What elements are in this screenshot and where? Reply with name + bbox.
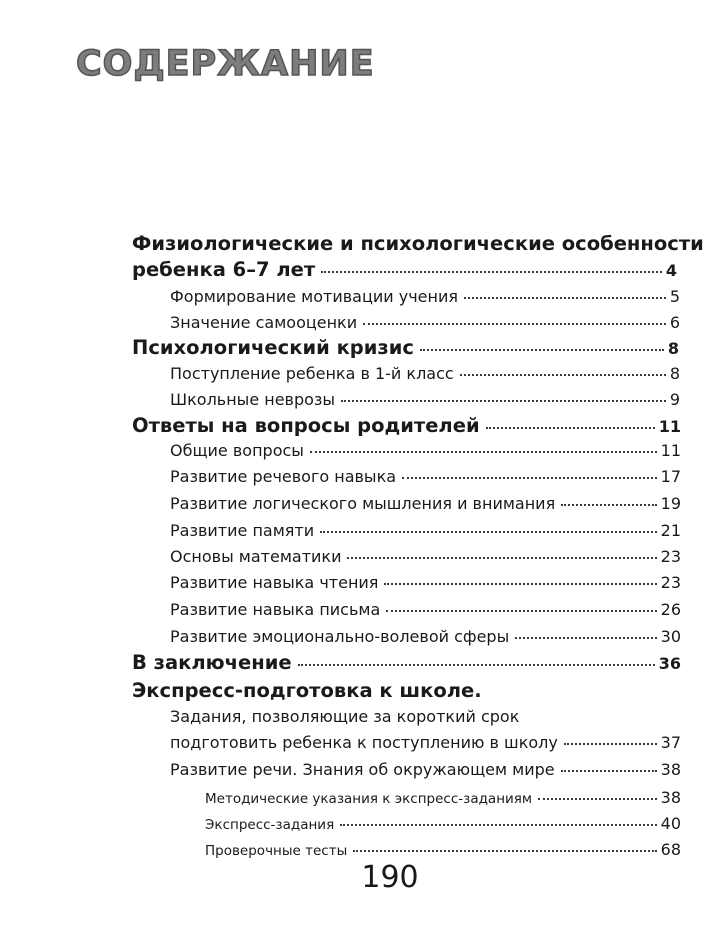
toc-entry[interactable] [170,364,680,383]
toc-entry-title: Общие вопросы [170,441,304,460]
toc-entry[interactable] [132,232,704,255]
toc-entry-page: 11 [660,441,681,460]
dot-leader [486,426,655,429]
dot-leader [321,270,662,273]
toc-entry-page: 38 [660,788,681,807]
toc-entry-page: 8 [669,364,680,383]
toc-entry-page: 40 [660,814,681,833]
dot-leader [386,609,656,612]
toc-entry[interactable] [170,494,681,513]
toc-entry-page: 6 [669,313,680,332]
toc-entry[interactable] [170,573,681,592]
toc-entry-title: Экспресс-подготовка к школе. [132,679,482,702]
toc-entry-title: Развитие логического мышления и внимания [170,494,556,513]
toc-entry[interactable] [205,814,681,833]
toc-entry-title: Формирование мотивации учения [170,287,458,306]
toc-entry[interactable] [170,600,681,619]
toc-entry-page: 21 [660,521,681,540]
toc-entry-title: В заключение [132,651,292,674]
toc-entry-title: Психологический кризис [132,336,414,359]
dot-leader [363,322,666,325]
toc-entry-title: Методические указания к экспресс-заданиям [205,791,533,807]
dot-leader [402,476,657,479]
toc-entry[interactable] [132,414,681,437]
toc-entry[interactable] [170,547,681,566]
toc-entry[interactable] [170,467,681,486]
toc-entry-title: Школьные неврозы [170,390,336,409]
toc-entry-title: Развитие эмоционально-волевой сферы [170,627,510,646]
toc-entry-title: Физиологические и психологические особенности [132,232,704,255]
dot-leader [561,503,656,506]
toc-entry[interactable] [205,788,681,807]
dot-leader [341,399,666,402]
toc-entry-title: Ответы на вопросы родителей [132,414,480,437]
toc-entry-page: 23 [660,573,681,592]
dot-leader [347,556,656,559]
toc-entry[interactable] [170,390,680,409]
toc-entry-page: 26 [660,600,681,619]
toc-entry[interactable] [170,627,681,646]
toc-entry[interactable] [132,651,681,674]
dot-leader [340,823,656,826]
dot-leader [384,582,656,585]
toc-entry-title: Развитие навыка чтения [170,573,379,592]
toc-entry-page: 36 [658,654,681,673]
dot-leader [564,742,657,745]
dot-leader [353,849,656,852]
dot-leader [298,663,655,666]
toc-entry-page: 17 [660,467,681,486]
toc-entry-page: 8 [667,339,679,358]
toc-entry-page: 37 [660,733,681,752]
toc-entry-page: 19 [660,494,681,513]
toc-entry[interactable] [132,258,677,281]
dot-leader [310,450,657,453]
toc-entry-page: 9 [669,390,680,409]
toc-entry[interactable] [132,336,679,359]
toc-entry[interactable] [170,521,681,540]
page-title: СОДЕРЖАНИЕ [76,44,375,84]
toc-entry-page: 68 [660,840,681,859]
toc-entry-page: 30 [660,627,681,646]
toc-entry-title: Задания, позволяющие за короткий срок [170,707,520,726]
toc-entry[interactable] [132,679,482,702]
toc-entry[interactable] [205,840,681,859]
toc-entry[interactable] [170,441,681,460]
toc-entry[interactable] [170,707,519,726]
dot-leader [464,296,666,299]
toc-entry-title: Значение самооценки [170,313,358,332]
toc-entry[interactable] [170,313,680,332]
dot-leader [515,636,656,639]
toc-entry[interactable] [170,733,681,752]
toc-entry[interactable] [170,760,681,779]
page-number: 190 [361,860,419,895]
toc-entry-title: Экспресс-задания [205,817,335,833]
toc-entry-title: Поступление ребенка в 1-й класс [170,364,454,383]
toc-entry-title: Проверочные тесты [205,843,348,859]
toc-entry-title: Развитие памяти [170,521,315,540]
toc-entry-page: 4 [665,261,677,280]
toc-entry-title: ребенка 6–7 лет [132,258,316,281]
toc-entry-page: 38 [660,760,681,779]
toc-entry-title: Развитие навыка письма [170,600,381,619]
toc-entry[interactable] [170,287,680,306]
toc-entry-title: подготовить ребенка к поступлению в школу [170,733,558,752]
dot-leader [460,373,666,376]
toc-entry-page: 23 [660,547,681,566]
dot-leader [420,348,664,351]
toc-entry-title: Развитие речевого навыка [170,467,397,486]
toc-entry-page: 5 [669,287,680,306]
dot-leader [320,530,657,533]
toc-entry-page: 11 [658,417,681,436]
toc-entry-title: Основы математики [170,547,342,566]
toc-entry-title: Развитие речи. Знания об окружающем мире [170,760,555,779]
dot-leader [561,769,657,772]
dot-leader [538,797,657,800]
